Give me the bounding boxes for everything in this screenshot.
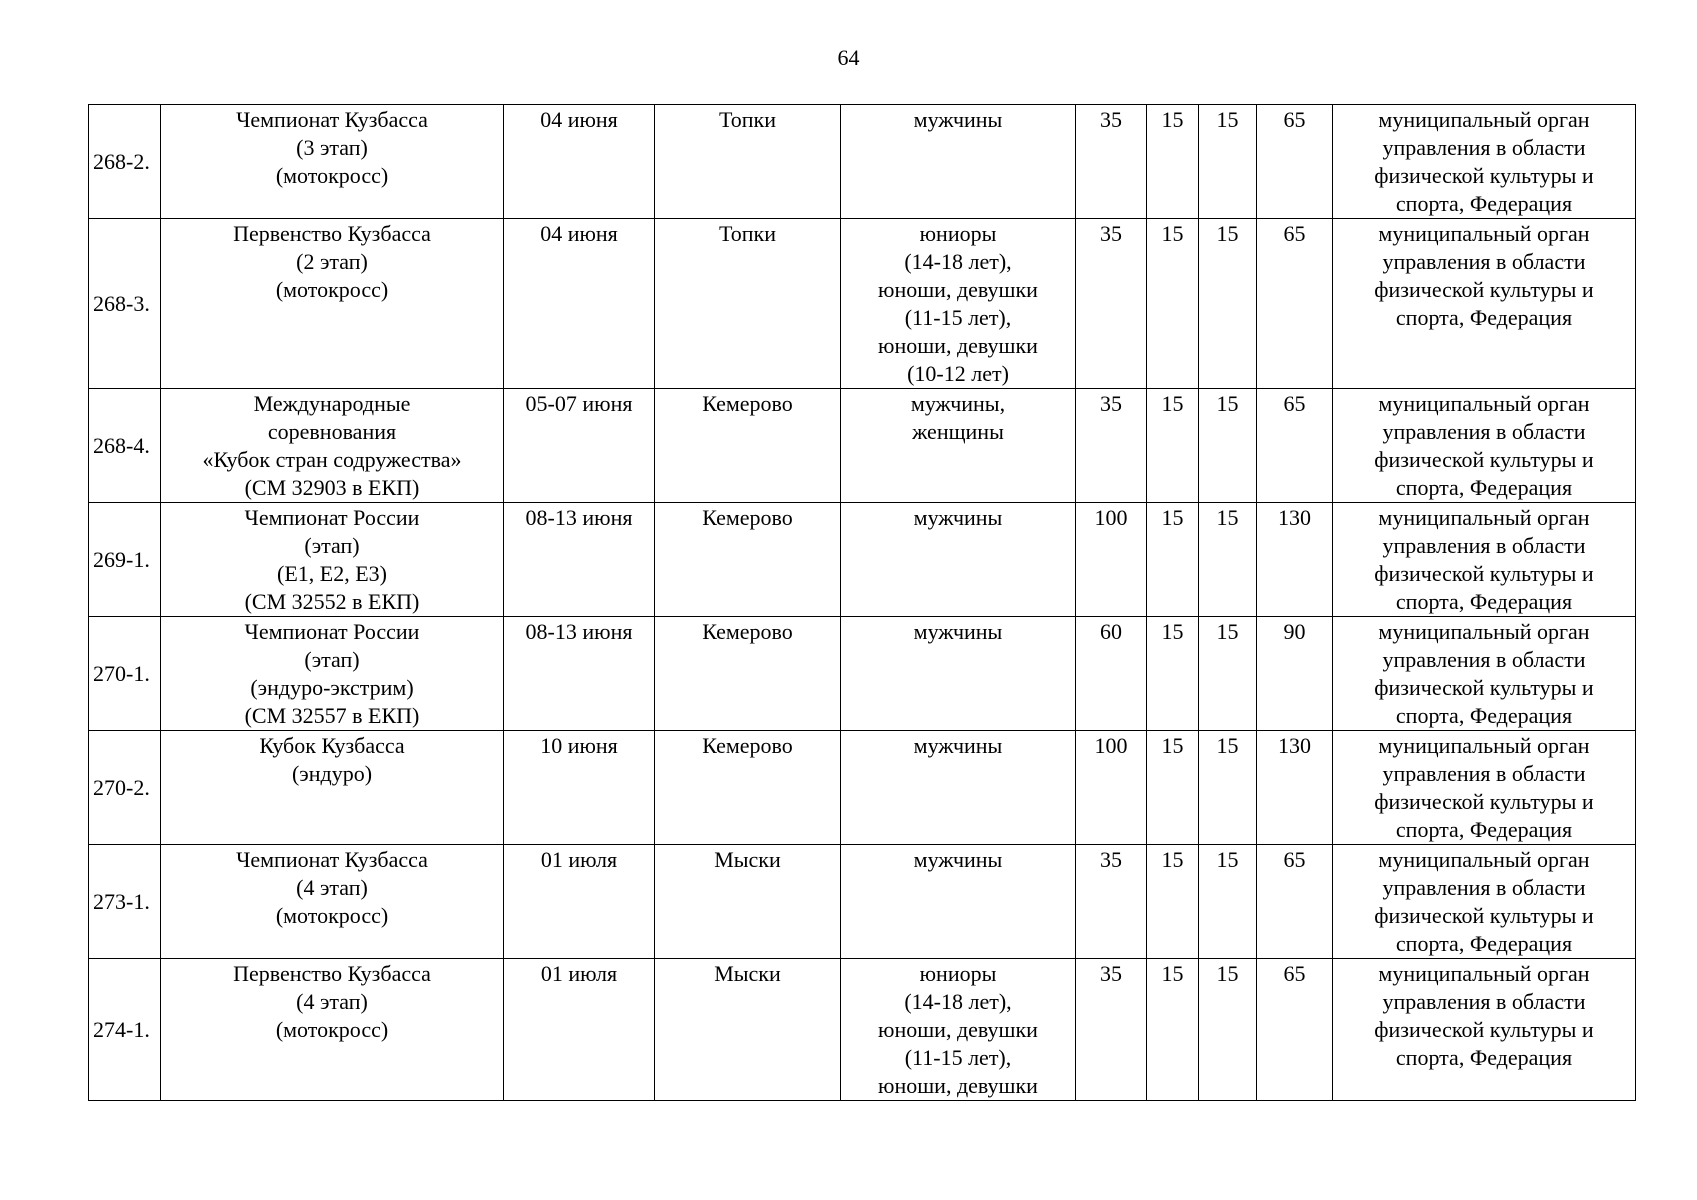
participants-cell: мужчины (841, 731, 1076, 845)
table-row (89, 731, 1636, 845)
organizer-cell: муниципальный орган управления в области физической культуры и спорта, Федерация (1333, 959, 1636, 1101)
organizer-cell: муниципальный орган управления в области физической культуры и спорта, Федерация (1333, 731, 1636, 845)
table-row (89, 959, 1636, 1101)
event-place-cell: Кемерово (655, 617, 841, 731)
row-number-cell: 270-1. (89, 617, 161, 731)
count-3-cell: 15 (1199, 959, 1257, 1101)
organizer-cell: муниципальный орган управления в области физической культуры и спорта, Федерация (1333, 219, 1636, 389)
event-place-cell: Кемерово (655, 389, 841, 503)
row-number-cell: 274-1. (89, 959, 161, 1101)
event-place-cell: Топки (655, 219, 841, 389)
count-1-cell: 35 (1076, 105, 1147, 219)
event-date-cell: 08-13 июня (504, 503, 655, 617)
organizer-cell: муниципальный орган управления в области физической культуры и спорта, Федерация (1333, 617, 1636, 731)
count-3-cell: 15 (1199, 105, 1257, 219)
count-1-cell: 35 (1076, 219, 1147, 389)
event-place-cell: Мыски (655, 959, 841, 1101)
event-name-cell: Чемпионат России (этап) (E1, E2, E3) (СМ 32552 в ЕКП) (161, 503, 504, 617)
event-name-cell: Первенство Кузбасса (2 этап) (мотокросс) (161, 219, 504, 389)
count-total-cell: 65 (1257, 389, 1333, 503)
events-table-body (89, 105, 1636, 1101)
event-place-cell: Топки (655, 105, 841, 219)
event-date-cell: 08-13 июня (504, 617, 655, 731)
count-2-cell: 15 (1147, 503, 1199, 617)
count-1-cell: 35 (1076, 845, 1147, 959)
event-date-cell: 01 июля (504, 845, 655, 959)
event-place-cell: Кемерово (655, 503, 841, 617)
event-date-cell: 10 июня (504, 731, 655, 845)
participants-cell: мужчины (841, 845, 1076, 959)
participants-cell: мужчины (841, 503, 1076, 617)
table-row (89, 845, 1636, 959)
organizer-cell: муниципальный орган управления в области физической культуры и спорта, Федерация (1333, 845, 1636, 959)
events-table (88, 104, 1636, 1101)
event-name-cell: Чемпионат Кузбасса (3 этап) (мотокросс) (161, 105, 504, 219)
count-3-cell: 15 (1199, 617, 1257, 731)
count-2-cell: 15 (1147, 389, 1199, 503)
count-2-cell: 15 (1147, 219, 1199, 389)
event-name-cell: Чемпионат Кузбасса (4 этап) (мотокросс) (161, 845, 504, 959)
table-row (89, 503, 1636, 617)
count-3-cell: 15 (1199, 503, 1257, 617)
event-name-cell: Первенство Кузбасса (4 этап) (мотокросс) (161, 959, 504, 1101)
count-total-cell: 90 (1257, 617, 1333, 731)
count-2-cell: 15 (1147, 105, 1199, 219)
count-total-cell: 130 (1257, 731, 1333, 845)
row-number-cell: 268-2. (89, 105, 161, 219)
row-number-cell: 270-2. (89, 731, 161, 845)
organizer-cell: муниципальный орган управления в области физической культуры и спорта, Федерация (1333, 105, 1636, 219)
count-total-cell: 65 (1257, 219, 1333, 389)
count-1-cell: 100 (1076, 731, 1147, 845)
count-2-cell: 15 (1147, 617, 1199, 731)
count-3-cell: 15 (1199, 389, 1257, 503)
count-total-cell: 130 (1257, 503, 1333, 617)
count-total-cell: 65 (1257, 105, 1333, 219)
event-place-cell: Кемерово (655, 731, 841, 845)
count-2-cell: 15 (1147, 959, 1199, 1101)
event-name-cell: Чемпионат России (этап) (эндуро-экстрим) (СМ 32557 в ЕКП) (161, 617, 504, 731)
participants-cell: юниоры (14-18 лет), юноши, девушки (11-15 лет), юноши, девушки (841, 959, 1076, 1101)
row-number-cell: 268-3. (89, 219, 161, 389)
participants-cell: мужчины (841, 105, 1076, 219)
event-date-cell: 01 июля (504, 959, 655, 1101)
count-1-cell: 60 (1076, 617, 1147, 731)
count-1-cell: 100 (1076, 503, 1147, 617)
count-2-cell: 15 (1147, 845, 1199, 959)
count-3-cell: 15 (1199, 731, 1257, 845)
table-row (89, 105, 1636, 219)
row-number-cell: 268-4. (89, 389, 161, 503)
count-3-cell: 15 (1199, 219, 1257, 389)
table-row (89, 617, 1636, 731)
row-number-cell: 269-1. (89, 503, 161, 617)
event-date-cell: 04 июня (504, 219, 655, 389)
event-name-cell: Международные соревнования «Кубок стран содружества» (СМ 32903 в ЕКП) (161, 389, 504, 503)
participants-cell: мужчины, женщины (841, 389, 1076, 503)
event-date-cell: 04 июня (504, 105, 655, 219)
table-row (89, 389, 1636, 503)
organizer-cell: муниципальный орган управления в области физической культуры и спорта, Федерация (1333, 503, 1636, 617)
organizer-cell: муниципальный орган управления в области физической культуры и спорта, Федерация (1333, 389, 1636, 503)
participants-cell: мужчины (841, 617, 1076, 731)
event-place-cell: Мыски (655, 845, 841, 959)
count-2-cell: 15 (1147, 731, 1199, 845)
count-1-cell: 35 (1076, 959, 1147, 1101)
participants-cell: юниоры (14-18 лет), юноши, девушки (11-15 лет), юноши, девушки (10-12 лет) (841, 219, 1076, 389)
event-name-cell: Кубок Кузбасса (эндуро) (161, 731, 504, 845)
page-number: 64 (837, 45, 860, 70)
table-row (89, 219, 1636, 389)
event-date-cell: 05-07 июня (504, 389, 655, 503)
count-total-cell: 65 (1257, 845, 1333, 959)
count-total-cell: 65 (1257, 959, 1333, 1101)
count-1-cell: 35 (1076, 389, 1147, 503)
row-number-cell: 273-1. (89, 845, 161, 959)
count-3-cell: 15 (1199, 845, 1257, 959)
